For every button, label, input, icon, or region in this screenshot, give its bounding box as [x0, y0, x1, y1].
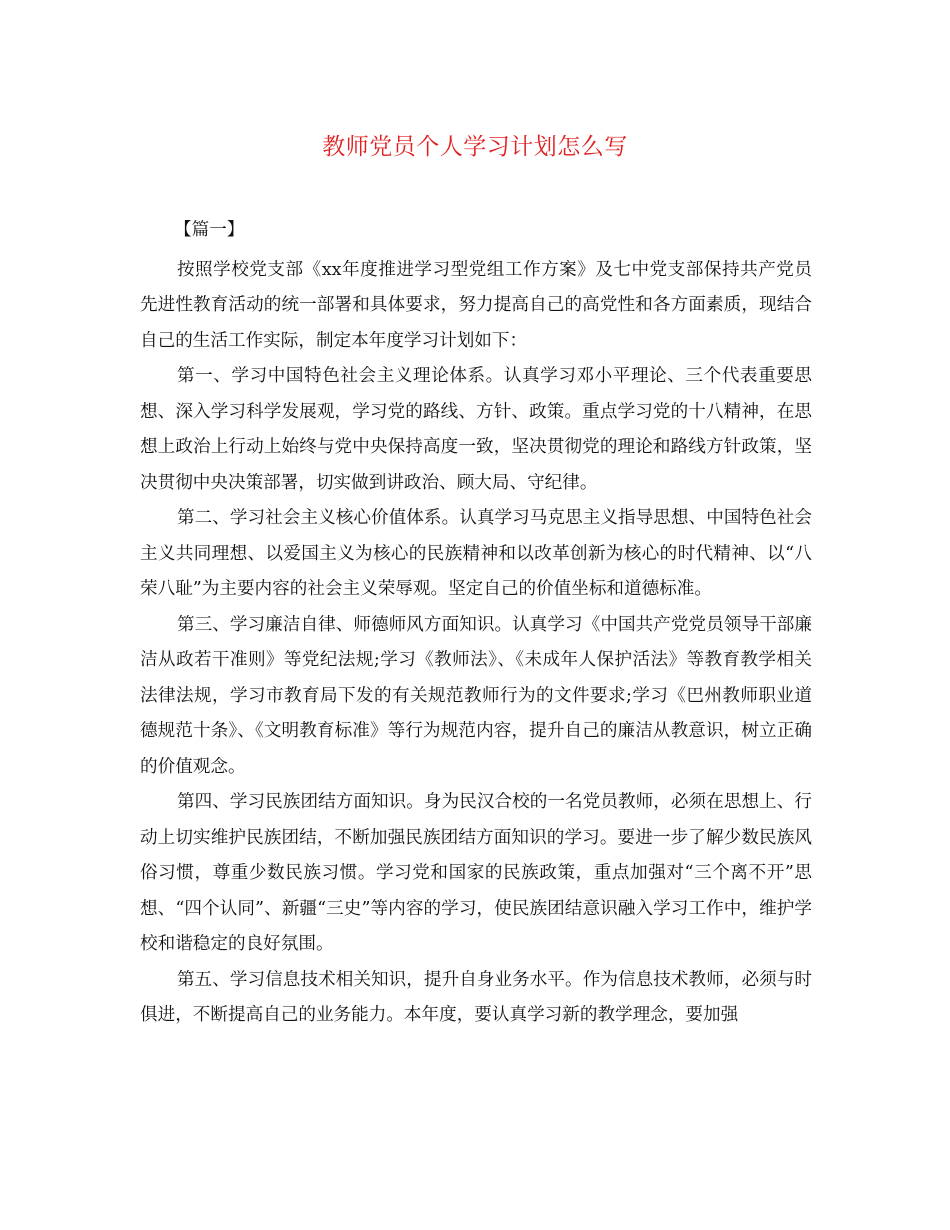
document-body: [140, 213, 812, 1034]
paragraph-fourth: 第四、学习民族团结方面知识。身为民汉合校的一名党员教师，必须在思想上、行动上切实维护民族团结，不断加强民族团结方面知识的学习。要进一步了解少数民族风俗习惯，尊重少数民族习惯。学习党和国家的民族政策，重点加强对“三个离不开”思想、“四个认同”、新疆“三史”等内容的学习，使民族团结意识融入学习工作中，维护学校和谐稳定的良好氛围。: [140, 792, 812, 954]
document-title: 教师党员个人学习计划怎么写: [322, 134, 628, 160]
paragraph-first: 第一、学习中国特色社会主义理论体系。认真学习邓小平理论、三个代表重要思想、深入学习科学发展观，学习党的路线、方针、政策。重点学习党的十八精神，在思想上政治上行动上始终与党中央保持高度一致，坚决贯彻党的理论和路线方针政策，坚决贯彻中央决策部署，切实做到讲政治、顾大局、守纪律。: [140, 366, 812, 493]
paragraph-intro: 按照学校党支部《xx年度推进学习型党组工作方案》及七中党支部保持共产党员先进性教育活动的统一部署和具体要求，努力提高自己的高党性和各方面素质，现结合自己的生活工作实际，制定本年度学习计划如下：: [140, 259, 812, 351]
paragraph-third: 第三、学习廉洁自律、师德师风方面知识。认真学习《中国共产党党员领导干部廉洁从政若干准则》等党纪法规;学习《教师法》、《未成年人保护活法》等教育教学相关法律法规，学习市教育局下发的有关规范教师行为的文件要求;学习《巴州教师职业道德规范十条》、《文明教育标准》等行为规范内容，提升自己的廉洁从教意识，树立正确的价值观念。: [140, 614, 812, 777]
section-label: 【篇一】: [174, 220, 245, 240]
paragraph-fifth: 第五、学习信息技术相关知识，提升自身业务水平。作为信息技术教师，必须与时俱进，不断提高自己的业务能力。本年度，要认真学习新的教学理念，要加强: [140, 969, 812, 1025]
paragraph-second: 第二、学习社会主义核心价值体系。认真学习马克思主义指导思想、中国特色社会主义共同理想、以爱国主义为核心的民族精神和以改革创新为核心的时代精神、以“八荣八耻”为主要内容的社会主义荣辱观。坚定自己的价值坐标和道德标准。: [140, 508, 812, 599]
